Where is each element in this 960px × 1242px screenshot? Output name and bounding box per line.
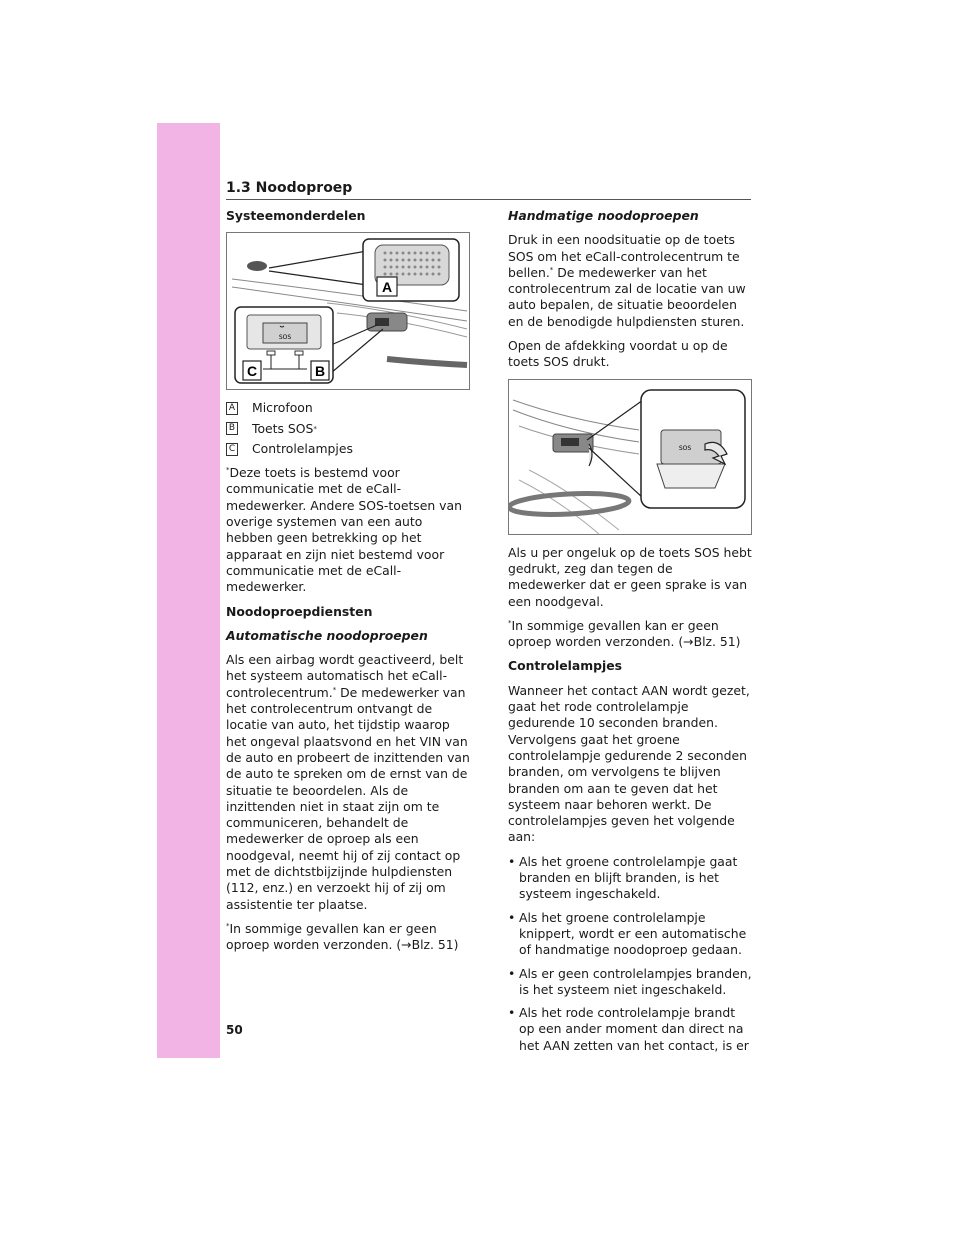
legend-row-b: B Toets SOS * (226, 421, 472, 437)
figure-sos-text-right: SOS (678, 444, 692, 452)
legend-text-c: Controlelampjes (252, 440, 353, 456)
heading-emergency-services: Noodoproepdiensten (226, 603, 373, 619)
paragraph-automatic-calls: Als een airbag wordt geactiveerd, belt het systeem automatisch het eCall-controlecentrum.* De medewerker van het controlecentrum ontvangt de locatie van auto, het tijdstip waarop het ongeval plaatsvond en het VIN van de auto en probeert de inzittenden van de auto te spreken om de ernst van de situatie te beoordelen. Als de inzittenden niet in staat zijn om te communiceren, behandelt de medewerker de oproep als een noodgeval, neemt hij of zij contact op met de dichtstbijzijnde hulpdiensten (112, enz.) en verzoekt hij of zij om assistentie ter plaatse. (226, 652, 470, 912)
figure-label-a: A (381, 279, 393, 296)
figure-label-b: B (314, 363, 326, 380)
heading-manual-calls: Handmatige noodoproepen (508, 208, 699, 223)
title-rule (226, 199, 751, 200)
figure-open-cover (508, 379, 752, 535)
figure-label-c: C (246, 363, 258, 380)
sos-cover-illustration (509, 380, 751, 534)
list-item: • Als het groene controlelampje knippert, wordt er een automatische of handmatige noodoproep gedaan. (508, 910, 754, 959)
list-item: • Als het rode controlelampje brandt op een ander moment dan direct na het AAN zetten van het contact, is er (508, 1005, 754, 1054)
microphone-icon (247, 261, 267, 271)
left-column (226, 208, 472, 962)
heading-system-parts: Systeemonderdelen (226, 208, 366, 223)
heading-indicator-lamps: Controlelampjes (508, 658, 623, 674)
legend-key-c: C (226, 443, 238, 456)
paragraph-accidental-press: Als u per ongeluk op de toets SOS hebt gedrukt, zeg dan tegen de medewerker dat er geen sprake is van een noodgeval. (508, 544, 752, 609)
paragraph-manual-calls: Druk in een noodsituatie op de toets SOS om het eCall-controlecentrum te bellen.* De medewerker van het controlecentrum zal de locatie van uw auto bepalen, de situatie beoordelen en de benodigde hulpdiensten sturen. (508, 232, 746, 329)
indicator-bullets (508, 854, 754, 1054)
section-title: 1.3 Noodoproep (226, 180, 353, 196)
page-number: 50 (226, 1023, 243, 1037)
legend-text-b: Toets SOS (252, 420, 314, 436)
figure-sos-text: SOS (278, 334, 292, 342)
paragraph-indicator-lamps: Wanneer het contact AAN wordt gezet, gaat het rode controlelampje gedurende 10 seconden branden. Vervolgens gaat het groene controlelampje gedurende 2 seconden branden, om vervolgens te blijven branden om aan te geven dat het systeem naar behoren werkt. De controlelampjes geven het volgende aan: (508, 682, 750, 845)
legend-row-a (226, 400, 472, 416)
legend-key-b: B (226, 422, 238, 435)
footnote-sos-key: *Deze toets is bestemd voor communicatie met de eCall-medewerker. Andere SOS-toetsen van overige systemen van een auto hebben geen betrekking op het apparaat en zijn niet bestemd voor communicatie met de eCall-medewerker. (226, 465, 462, 595)
right-column (508, 208, 754, 1061)
list-item: • Als het groene controlelampje gaat branden en blijft branden, is het systeem ingeschakeld. (508, 854, 754, 903)
heading-automatic-calls: Automatische noodoproepen (226, 627, 428, 643)
figure-system-parts (226, 232, 470, 390)
overhead-console-illustration (227, 233, 469, 389)
legend-text-a: Microfoon (252, 400, 313, 416)
legend-key-a: A (226, 402, 238, 415)
legend-row-c (226, 441, 472, 457)
note-left: *In sommige gevallen kan er geen oproep worden verzonden. (→Blz. 51) (226, 920, 459, 953)
list-item: • Als er geen controlelampjes branden, is het systeem niet ingeschakeld. (508, 966, 754, 999)
chapter-sidebar-tab (157, 123, 220, 1058)
paragraph-open-cover: Open de afdekking voordat u op de toets SOS drukt. (508, 338, 728, 370)
note-right: *In sommige gevallen kan er geen oproep worden verzonden. (→Blz. 51) (508, 617, 741, 650)
